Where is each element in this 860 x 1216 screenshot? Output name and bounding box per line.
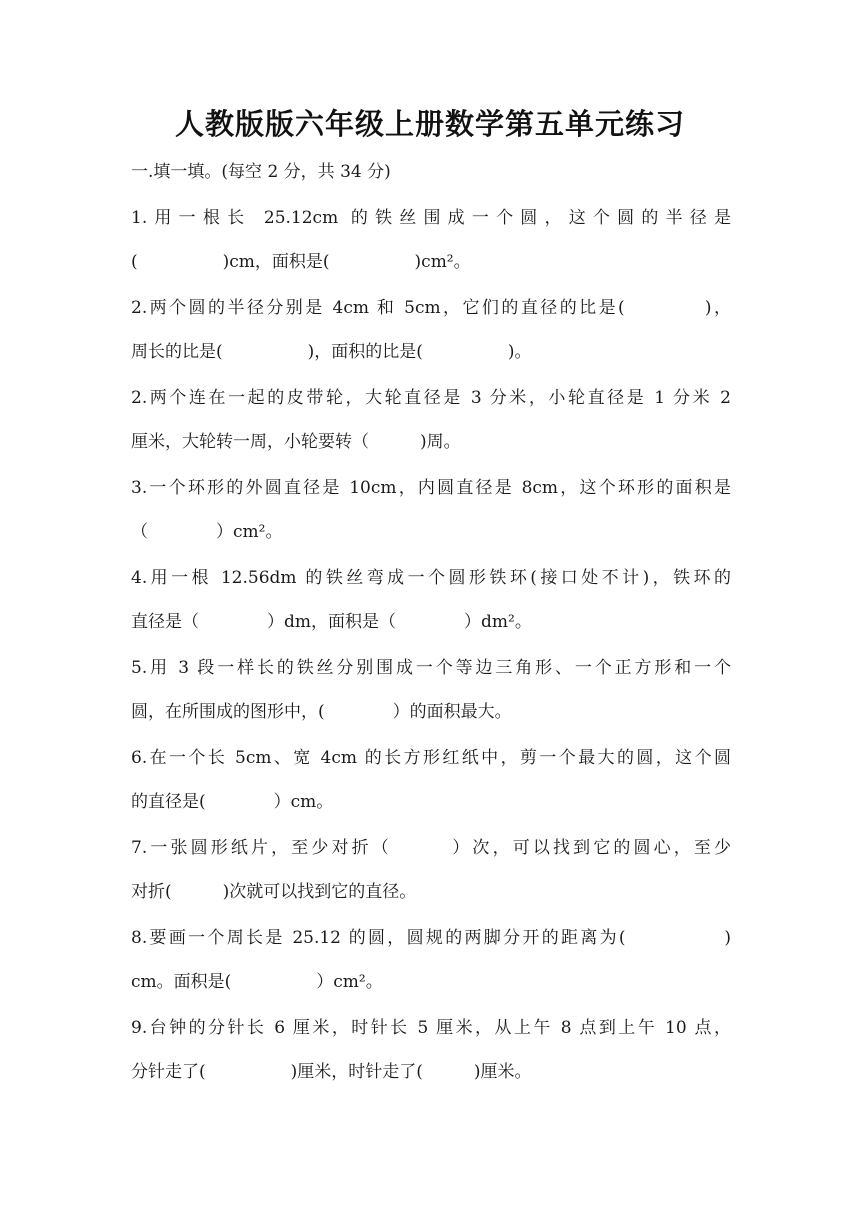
- question-8-line-1: 8.要画一个周长是 25.12 的圆，圆规的两脚分开的距离为( ): [131, 928, 731, 948]
- question-2b-line-2: 厘米，大轮转一周，小轮要转（ )周。: [131, 432, 461, 452]
- question-2b-line-1: 2.两个连在一起的皮带轮，大轮直径是 3 分米，小轮直径是 1 分米 2: [131, 388, 731, 408]
- section-heading: 一.填一填。(每空 2 分，共 34 分): [131, 162, 391, 182]
- question-6-line-2: 的直径是( ）cm。: [131, 792, 334, 812]
- question-6-line-1: 6.在一个长 5cm、宽 4cm 的长方形红纸中，剪一个最大的圆，这个圆: [131, 748, 731, 768]
- question-3-line-2: （ ）cm²。: [131, 522, 283, 542]
- question-9-line-1: 9.台钟的分针长 6 厘米，时针长 5 厘米，从上午 8 点到上午 10 点，: [131, 1018, 731, 1038]
- question-2a-line-2: 周长的比是( )，面积的比是( )。: [131, 342, 532, 362]
- question-9-line-2: 分针走了( )厘米，时针走了( )厘米。: [131, 1062, 532, 1082]
- question-7-line-1: 7.一张圆形纸片，至少对折（ ）次，可以找到它的圆心，至少: [131, 838, 731, 858]
- question-5-line-2: 圆，在所围成的图形中，( ）的面积最大。: [131, 702, 512, 722]
- question-8-line-2: cm。面积是( ）cm²。: [131, 972, 383, 992]
- question-1-line-2: ( )cm，面积是( )cm²。: [131, 252, 471, 272]
- question-7-line-2: 对折( )次就可以找到它的直径。: [131, 882, 417, 902]
- question-4-line-1: 4.用一根 12.56dm 的铁丝弯成一个圆形铁环(接口处不计)，铁环的: [131, 568, 731, 588]
- question-4-line-2: 直径是（ ）dm，面积是（ ）dm²。: [131, 612, 532, 632]
- question-2a-line-1: 2.两个圆的半径分别是 4cm 和 5cm，它们的直径的比是( )，: [131, 298, 731, 318]
- question-3-line-1: 3.一个环形的外圆直径是 10cm，内圆直径是 8cm，这个环形的面积是: [131, 478, 731, 498]
- question-1-line-1: 1.用一根长 25.12cm 的铁丝围成一个圆，这个圆的半径是: [131, 208, 731, 228]
- question-5-line-1: 5.用 3 段一样长的铁丝分别围成一个等边三角形、一个正方形和一个: [131, 658, 731, 678]
- worksheet-title: 人教版版六年级上册数学第五单元练习: [174, 107, 685, 141]
